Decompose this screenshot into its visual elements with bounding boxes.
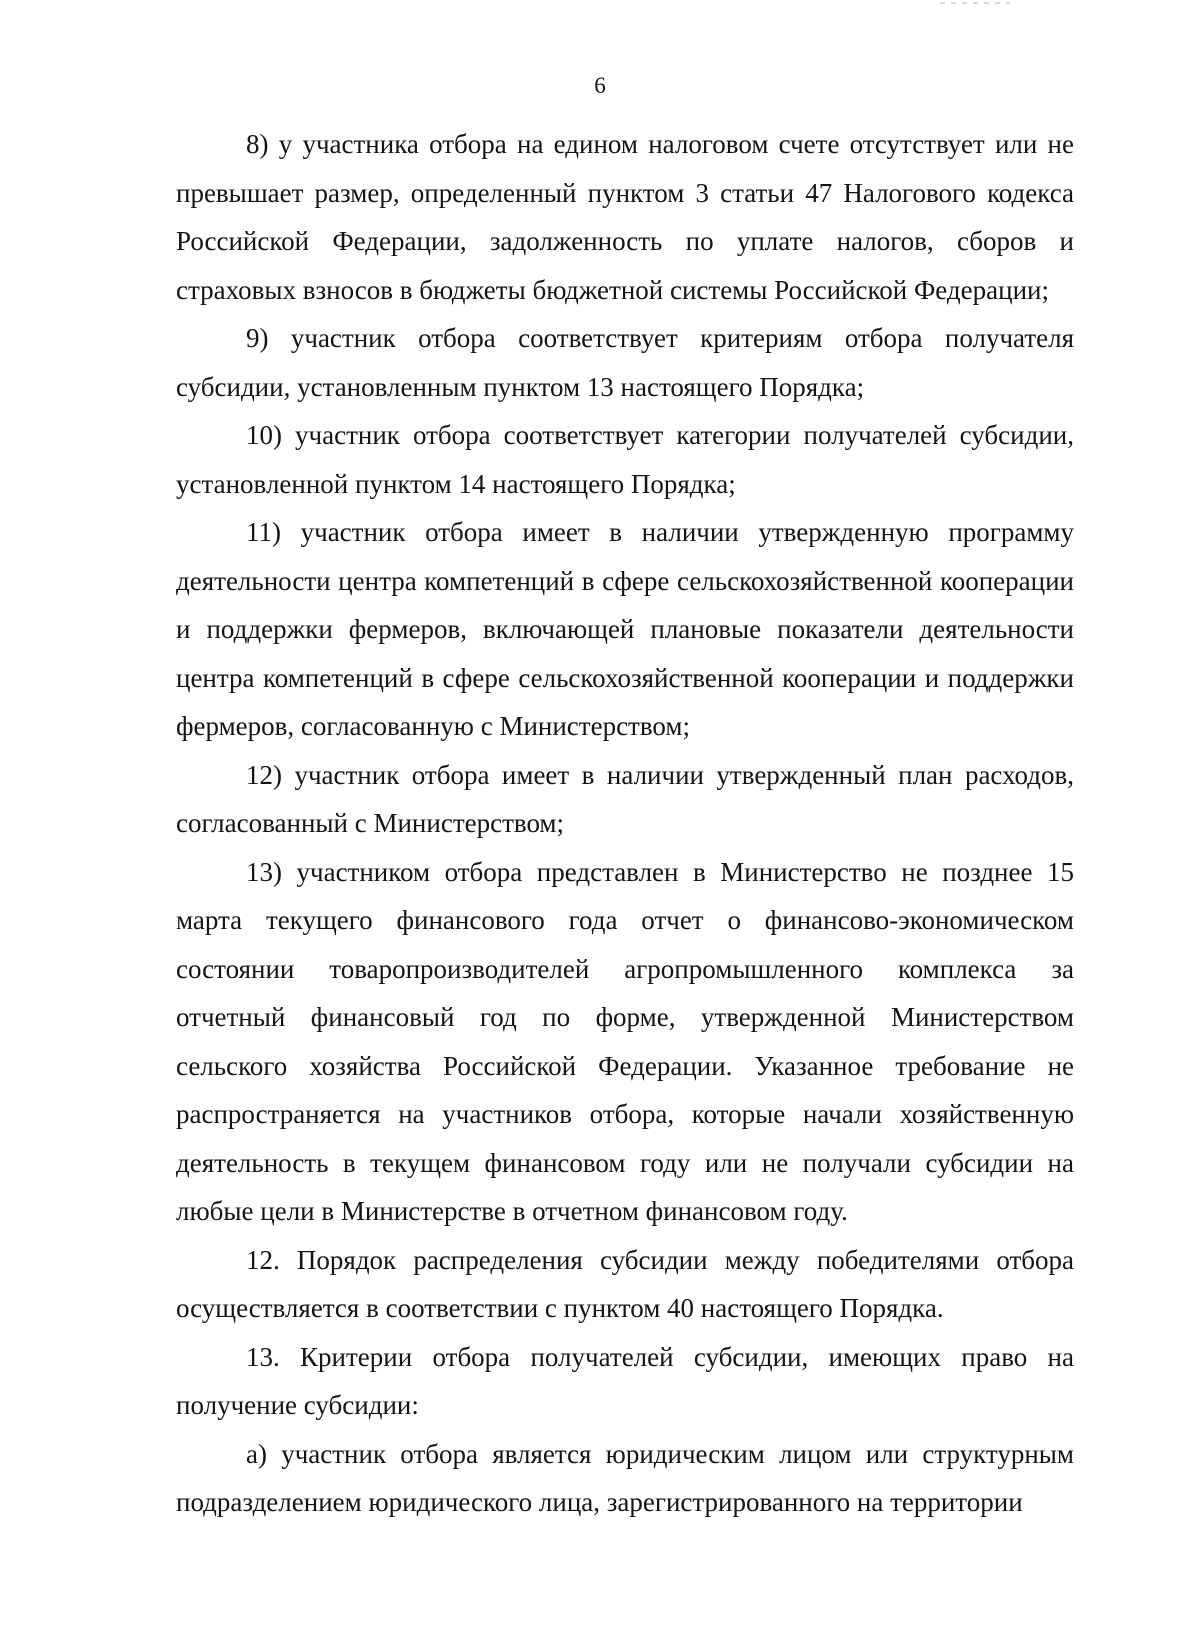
paragraph-item-11: 11) участник отбора имеет в наличии утвержденную программу деятельности центра компетенций в сфере сельскохозяйственной кооперации и поддержки фермеров, включающей плановые показатели деятельности центра компетенций в сфере сельскохозяйственной кооперации и поддержки фермеров, согласованную с Министерством;: [176, 517, 1074, 741]
scan-artifact: [940, 2, 1010, 4]
page-number: 6: [594, 73, 606, 98]
paragraph-item-9: 9) участник отбора соответствует критериям отбора получателя субсидии, установленным пунктом 13 настоящего Порядка;: [176, 323, 1074, 402]
paragraph-subitem-a: а) участник отбора является юридическим лицом или структурным подразделением юридического лица, зарегистрированного на территории: [176, 1438, 1074, 1517]
document-body: [176, 120, 1074, 1527]
paragraph-item-8: 8) у участника отбора на едином налоговом счете отсутствует или не превышает размер, определенный пунктом 3 статьи 47 Налогового кодекса Российской Федерации, задолженность по уплате налогов, сборов и страховых взносов в бюджеты бюджетной системы Российской Федерации;: [176, 129, 1074, 305]
paragraph-item-13: 13) участником отбора представлен в Министерство не позднее 15 марта текущего финансового года отчет о финансово-экономическом состоянии товаропроизводителей агропромышленного комплекса за отчетный финансовый год по форме, утвержденной Министерством сельского хозяйства Российской Федерации. Указанное требование не распространяется на участников отбора, которые начали хозяйственную деятельность в текущем финансовом году или не получали субсидии на любые цели в Министерстве в отчетном финансовом году.: [176, 856, 1074, 1226]
paragraph-item-12: 12) участник отбора имеет в наличии утвержденный план расходов, согласованный с Министерством;: [176, 759, 1074, 838]
paragraph-clause-13: 13. Критерии отбора получателей субсидии, имеющих право на получение субсидии:: [176, 1341, 1074, 1420]
paragraph-item-10: 10) участник отбора соответствует категории получателей субсидии, установленной пунктом 14 настоящего Порядка;: [176, 420, 1074, 499]
paragraph-clause-12: 12. Порядок распределения субсидии между победителями отбора осуществляется в соответствии с пунктом 40 настоящего Порядка.: [176, 1244, 1074, 1323]
